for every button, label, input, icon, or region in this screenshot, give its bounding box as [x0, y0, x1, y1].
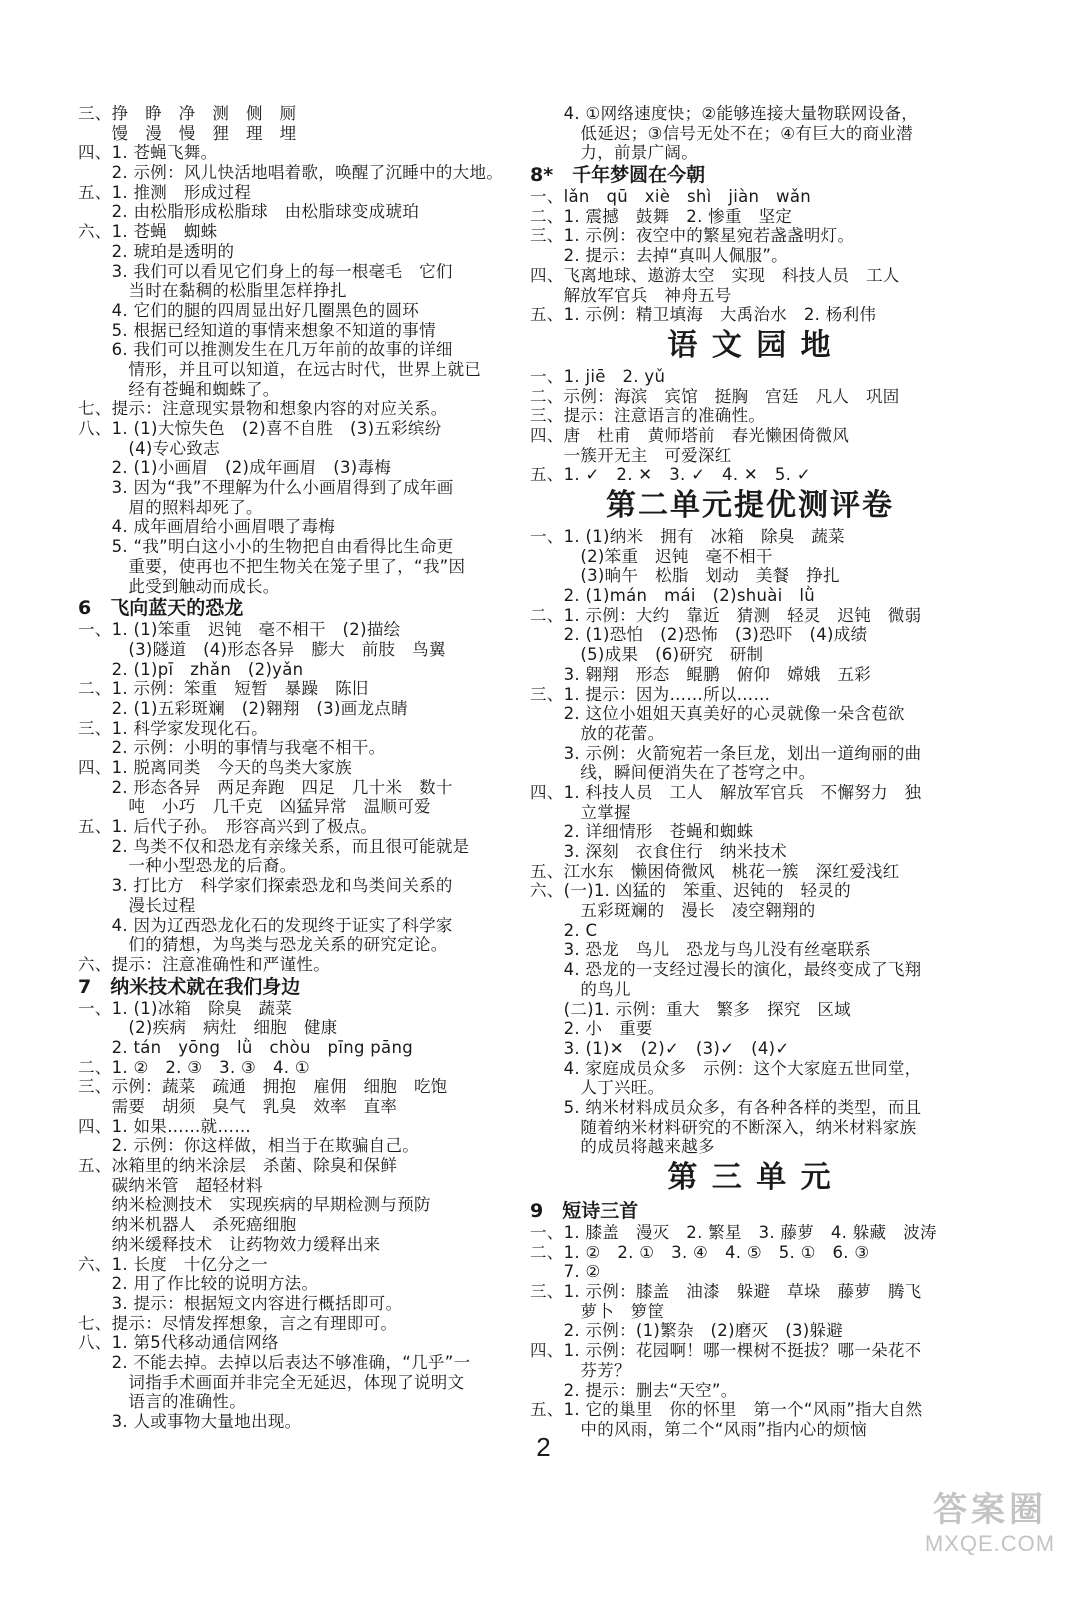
answer-line: 八、1. 第5代移动通信网络	[78, 1333, 279, 1353]
answer-line: 一、1. (1)冰箱 除臭 蔬菜	[78, 998, 293, 1018]
answer-line: 一簇开无主 可爱深红	[530, 445, 732, 465]
answer-line: 2. 这位小姐姐天真美好的心灵就像一朵含苞欲	[530, 704, 905, 724]
answer-line: 4. ①网络速度快；②能够连接大量物联网设备，	[530, 104, 919, 123]
answer-line: 芬芳？	[530, 1360, 631, 1380]
answer-line: 三、提示：注意语言的准确性。	[530, 406, 766, 426]
answer-line: 7. ②	[530, 1262, 601, 1282]
answer-line: 五、1. ✓ 2. ✕ 3. ✓ 4. ✕ 5. ✓	[530, 465, 811, 485]
answer-line: 2. 用了作比较的说明方法。	[78, 1274, 319, 1294]
answer-line: (2)笨重 迟钝 毫不相干	[530, 546, 773, 566]
answer-line: 3. 人或事物大量地出现。	[78, 1412, 302, 1431]
answer-line: 3. 打比方 科学家们探索恐龙和鸟类间关系的	[78, 876, 453, 896]
answer-line: 八、1. (1)大惊失色 (2)喜不自胜 (3)五彩缤纷	[78, 419, 442, 438]
answer-line: (5)成果 (6)研究 研制	[530, 645, 764, 665]
answer-line: 低延迟；③信号无处不在；④有巨大的商业潜	[530, 123, 913, 143]
answer-line: 6. 我们可以推测发生在几万年前的故事的详细	[78, 340, 453, 360]
answer-line: 2. 形态各异 两足奔跑 四足 几十米 数十	[78, 777, 453, 797]
answer-line: 们的猜想，为鸟类与恐龙关系的研究定论。	[78, 935, 448, 955]
answer-line: 五彩斑斓的 漫长 凌空翱翔的	[530, 901, 816, 921]
answer-line: 3. (1)✕ (2)✓ (3)✓ (4)✓	[530, 1038, 790, 1058]
answer-line: 的鸟儿	[530, 979, 631, 999]
answer-line: 2. 详细情形 苍蝇和蜘蛛	[530, 822, 754, 842]
answer-line: 三、示例：蔬菜 疏通 拥抱 雇佣 细胞 吃饱	[78, 1077, 448, 1097]
answer-line: 2. 示例：风儿快活地唱着歌，唤醒了沉睡中的大地。	[78, 163, 504, 183]
answer-line: 随着纳米材料研究的不断深入，纳米材料家族	[530, 1117, 917, 1137]
answer-line: 4. 因为辽西恐龙化石的发现终于证实了科学家	[78, 915, 453, 935]
answer-line: 2. 不能去掉。去掉以后表达不够准确，“几乎”一	[78, 1352, 471, 1372]
answer-line: 2. (1)恐怕 (2)恐怖 (3)恐吓 (4)成绩	[530, 625, 868, 645]
answer-line: (二)1. 示例：重大 繁多 探究 区域	[530, 999, 851, 1019]
answer-line: 4. 恐龙的一支经过漫长的演化，最终变成了飞翔	[530, 960, 922, 980]
answer-line: 词指手术画面并非完全无延迟，体现了说明文	[78, 1372, 465, 1392]
answer-line: 四、1. 苍蝇飞舞。	[78, 143, 218, 163]
unit-title: 第 三 单 元	[667, 1160, 833, 1195]
answer-line: 放的花蕾。	[530, 723, 665, 743]
answer-line: 的成员将越来越多	[530, 1137, 715, 1157]
answer-line: 2. C	[530, 920, 598, 940]
answer-line: 2. 鸟类不仅和恐龙有亲缘关系，而且很可能就是	[78, 836, 470, 856]
answer-line: 眉的照料却死了。	[78, 497, 263, 517]
answer-line: 当时在黏稠的松脂里怎样挣扎	[78, 281, 347, 301]
answer-line: 五、1. 示例：精卫填海 大禹治水 2. 杨利伟	[530, 305, 877, 325]
answer-line: 六、1. 苍蝇 蜘蛛	[78, 222, 218, 242]
right-column	[530, 104, 970, 1440]
answer-line: 2. (1)小画眉 (2)成年画眉 (3)毒梅	[78, 458, 392, 478]
answer-line: 六、1. 长度 十亿分之一	[78, 1254, 268, 1274]
answer-line: 二、示例：海滨 宾馆 挺胸 宫廷 凡人 巩固	[530, 386, 900, 406]
answer-line: 2. 琥珀是透明的	[78, 241, 235, 261]
section-heading: 6 飞向蓝天的恐龙	[78, 597, 244, 620]
section-heading: 7 纳米技术就在我们身边	[78, 975, 301, 998]
answer-line: 2. 示例：你这样做，相当于在欺骗自己。	[78, 1136, 420, 1156]
answer-line: 纳米检测技术 实现疾病的早期检测与预防	[78, 1195, 431, 1215]
answer-line: (3)隧道 (4)形态各异 膨大 前肢 鸟翼	[78, 639, 446, 659]
answer-line: 3. 因为“我”不理解为什么小画眉得到了成年画	[78, 478, 454, 498]
answer-line: 线，瞬间便消失在了苍穹之中。	[530, 763, 816, 783]
answer-line: 2. (1)五彩斑斓 (2)翱翔 (3)画龙点睛	[78, 698, 408, 718]
left-column	[78, 104, 518, 1432]
answer-line: 四、1. 示例：花园啊！哪一棵树不挺拔？哪一朵花不	[530, 1341, 922, 1361]
answer-line: 一、lǎn qū xiè shì jiàn wǎn	[530, 187, 812, 207]
answer-line: 吨 小巧 几千克 凶猛异常 温顺可爱	[78, 797, 431, 817]
answer-line: 2. 由松脂形成松脂球 由松脂球变成琥珀	[78, 202, 420, 222]
answer-line: (4)专心致志	[78, 438, 220, 458]
answer-line: 纳米机器人 杀死癌细胞	[78, 1215, 297, 1235]
answer-line: 4. 成年画眉给小画眉喂了毒梅	[78, 517, 336, 537]
answer-line: 三、1. 提示：因为……所以……	[530, 684, 771, 704]
answer-line: 3. 示例：火箭宛若一条巨龙，划出一道绚丽的曲	[530, 743, 922, 763]
answer-line: 四、1. 科技人员 工人 解放军官兵 不懈努力 独	[530, 782, 922, 802]
answer-line: 一、1. jiē 2. yǔ	[530, 366, 666, 386]
section-heading: 8* 千年梦圆在今朝	[530, 164, 706, 187]
answer-line: 2. tán yōng lǜ chòu pīng pāng	[78, 1037, 413, 1057]
watermark-bottom: MXQE.COM	[924, 1531, 1056, 1556]
answer-line: 三、挣 睁 净 测 侧 厕	[78, 104, 297, 123]
answer-line: 四、飞离地球、遨游太空 实现 科技人员 工人	[530, 265, 900, 285]
section-heading: 9 短诗三首	[530, 1200, 639, 1222]
answer-line: 力，前景广阔。	[530, 143, 698, 163]
answer-line: 一、1. 膝盖 漫灭 2. 繁星 3. 藤萝 4. 躲藏 波涛	[530, 1223, 937, 1242]
answer-line: 2. 提示：删去“天空”。	[530, 1380, 738, 1400]
answer-line: 3. 深刻 衣食住行 纳米技术	[530, 842, 788, 861]
answer-line: (2)疾病 病灶 细胞 健康	[78, 1018, 338, 1038]
answer-line: (3)晌午 松脂 划动 美餐 挣扎	[530, 566, 840, 586]
page-number: 2	[536, 1432, 551, 1462]
answer-line: 重要，使再也不把生物关在笼子里了，“我”因	[78, 556, 466, 576]
answer-line: 语言的准确性。	[78, 1392, 246, 1412]
answer-line: 5. 纳米材料成员众多，有各种各样的类型，而且	[530, 1097, 922, 1117]
answer-line: 4. 家庭成员众多 示例：这个大家庭五世同堂，	[530, 1058, 922, 1078]
answer-line: 立掌握	[530, 802, 631, 822]
answer-line: 四、1. 脱离同类 今天的鸟类大家族	[78, 758, 352, 777]
answer-line: 一、1. (1)笨重 迟钝 毫不相干 (2)描绘	[78, 620, 401, 640]
answer-line: 此受到触动而成长。	[78, 576, 280, 596]
answer-line: 二、1. ② 2. ① 3. ④ 4. ⑤ 5. ① 6. ③	[530, 1242, 870, 1262]
answer-line: 解放军官兵 神舟五号	[530, 285, 732, 305]
answer-line: 二、1. 震撼 鼓舞 2. 惨重 坚定	[530, 206, 793, 226]
answer-line: 四、1. 如果……就……	[78, 1116, 252, 1136]
answer-line: 五、1. 它的巢里 你的怀里 第一个“风雨”指大自然	[530, 1400, 923, 1420]
unit-title: 语 文 园 地	[667, 327, 833, 363]
answer-line: 三、1. 示例：膝盖 油漆 躲避 草垛 藤萝 腾飞	[530, 1282, 922, 1302]
answer-line: 5. “我”明白这小小的生物把自由看得比生命更	[78, 537, 454, 557]
answer-line: 一、1. (1)纳米 拥有 冰箱 除臭 蔬菜	[530, 527, 845, 546]
answer-line: 二、1. 示例：大约 靠近 猜测 轻灵 迟钝 微弱	[530, 605, 922, 625]
answer-line: 漫长过程	[78, 895, 196, 915]
watermark-logo	[905, 1482, 1075, 1592]
answer-line: 2. (1)pī zhǎn (2)yǎn	[78, 659, 304, 679]
answer-line: 一种小型恐龙的后裔。	[78, 856, 297, 876]
unit-title: 第二单元提优测评卷	[606, 488, 894, 523]
answer-line: 六、提示：注意准确性和严谨性。	[78, 954, 330, 974]
answer-line: 2. 示例：小明的事情与我毫不相干。	[78, 738, 386, 758]
answer-line: 3. 提示：根据短文内容进行概括即可。	[78, 1293, 403, 1313]
answer-line: 七、提示：注意现实景物和想象内容的对应关系。	[78, 399, 448, 419]
answer-line: 碳纳米管 超轻材料	[78, 1175, 263, 1195]
answer-line: 经有苍蝇和蜘蛛了。	[78, 379, 280, 399]
answer-line: 三、1. 示例：夜空中的繁星宛若盏盏明灯。	[530, 226, 855, 246]
answer-line: 五、1. 推测 形成过程	[78, 182, 252, 202]
answer-line: 七、提示：尽情发挥想象，言之有理即可。	[78, 1313, 398, 1333]
answer-line: 中的风雨，第二个“风雨”指内心的烦恼	[530, 1419, 867, 1439]
answer-line: 人丁兴旺。	[530, 1078, 665, 1098]
answer-line: 二、1. ② 2. ③ 3. ③ 4. ①	[78, 1057, 310, 1077]
answer-line: 六、(一)1. 凶猛的 笨重、迟钝的 轻灵的	[530, 881, 851, 901]
answer-line: 3. 我们可以看见它们身上的每一根毫毛 它们	[78, 261, 453, 281]
answer-line: 2. 示例：(1)繁杂 (2)磨灭 (3)躲避	[530, 1321, 844, 1341]
answer-line: 馒 漫 慢 狸 理 埋	[78, 123, 297, 143]
answer-line: 五、1. 后代子孙。 形容高兴到了极点。	[78, 817, 378, 837]
answer-line: 3. 恐龙 鸟儿 恐龙与鸟儿没有丝毫联系	[530, 940, 872, 960]
answer-line: 五、冰箱里的纳米涂层 杀菌、除臭和保鲜	[78, 1156, 398, 1176]
answer-line: 需要 胡须 臭气 乳臭 效率 直率	[78, 1097, 398, 1116]
answer-line: 4. 它们的腿的四周显出好几圈黑色的圆环	[78, 300, 420, 320]
answer-line: 三、1. 科学家发现化石。	[78, 718, 268, 738]
watermark-top: 答案圈	[933, 1490, 1047, 1530]
answer-line: 2. 提示：去掉“真叫人佩服”。	[530, 246, 788, 266]
answer-line: 5. 根据已经知道的事情来想象不知道的事情	[78, 320, 436, 340]
answer-line: 2. 小 重要	[530, 1019, 653, 1039]
answer-line: 纳米缓释技术 让药物效力缓释出来	[78, 1234, 381, 1254]
answer-line: 3. 翱翔 形态 鲲鹏 俯仰 嫦娥 五彩	[530, 664, 872, 684]
answer-line: 二、1. 示例：笨重 短暂 暴躁 陈旧	[78, 679, 369, 699]
answer-line: 2. (1)mán mái (2)shuài lǜ	[530, 586, 815, 606]
answer-line: 五、江水东 懒困倚微风 桃花一簇 深红爱浅红	[530, 861, 900, 881]
answer-line: 萝卜 箩筐	[530, 1301, 665, 1321]
answer-line: 情形，并且可以知道，在远古时代，世界上就已	[78, 359, 482, 379]
answer-line: 四、唐 杜甫 黄师塔前 春光懒困倚微风	[530, 425, 850, 445]
